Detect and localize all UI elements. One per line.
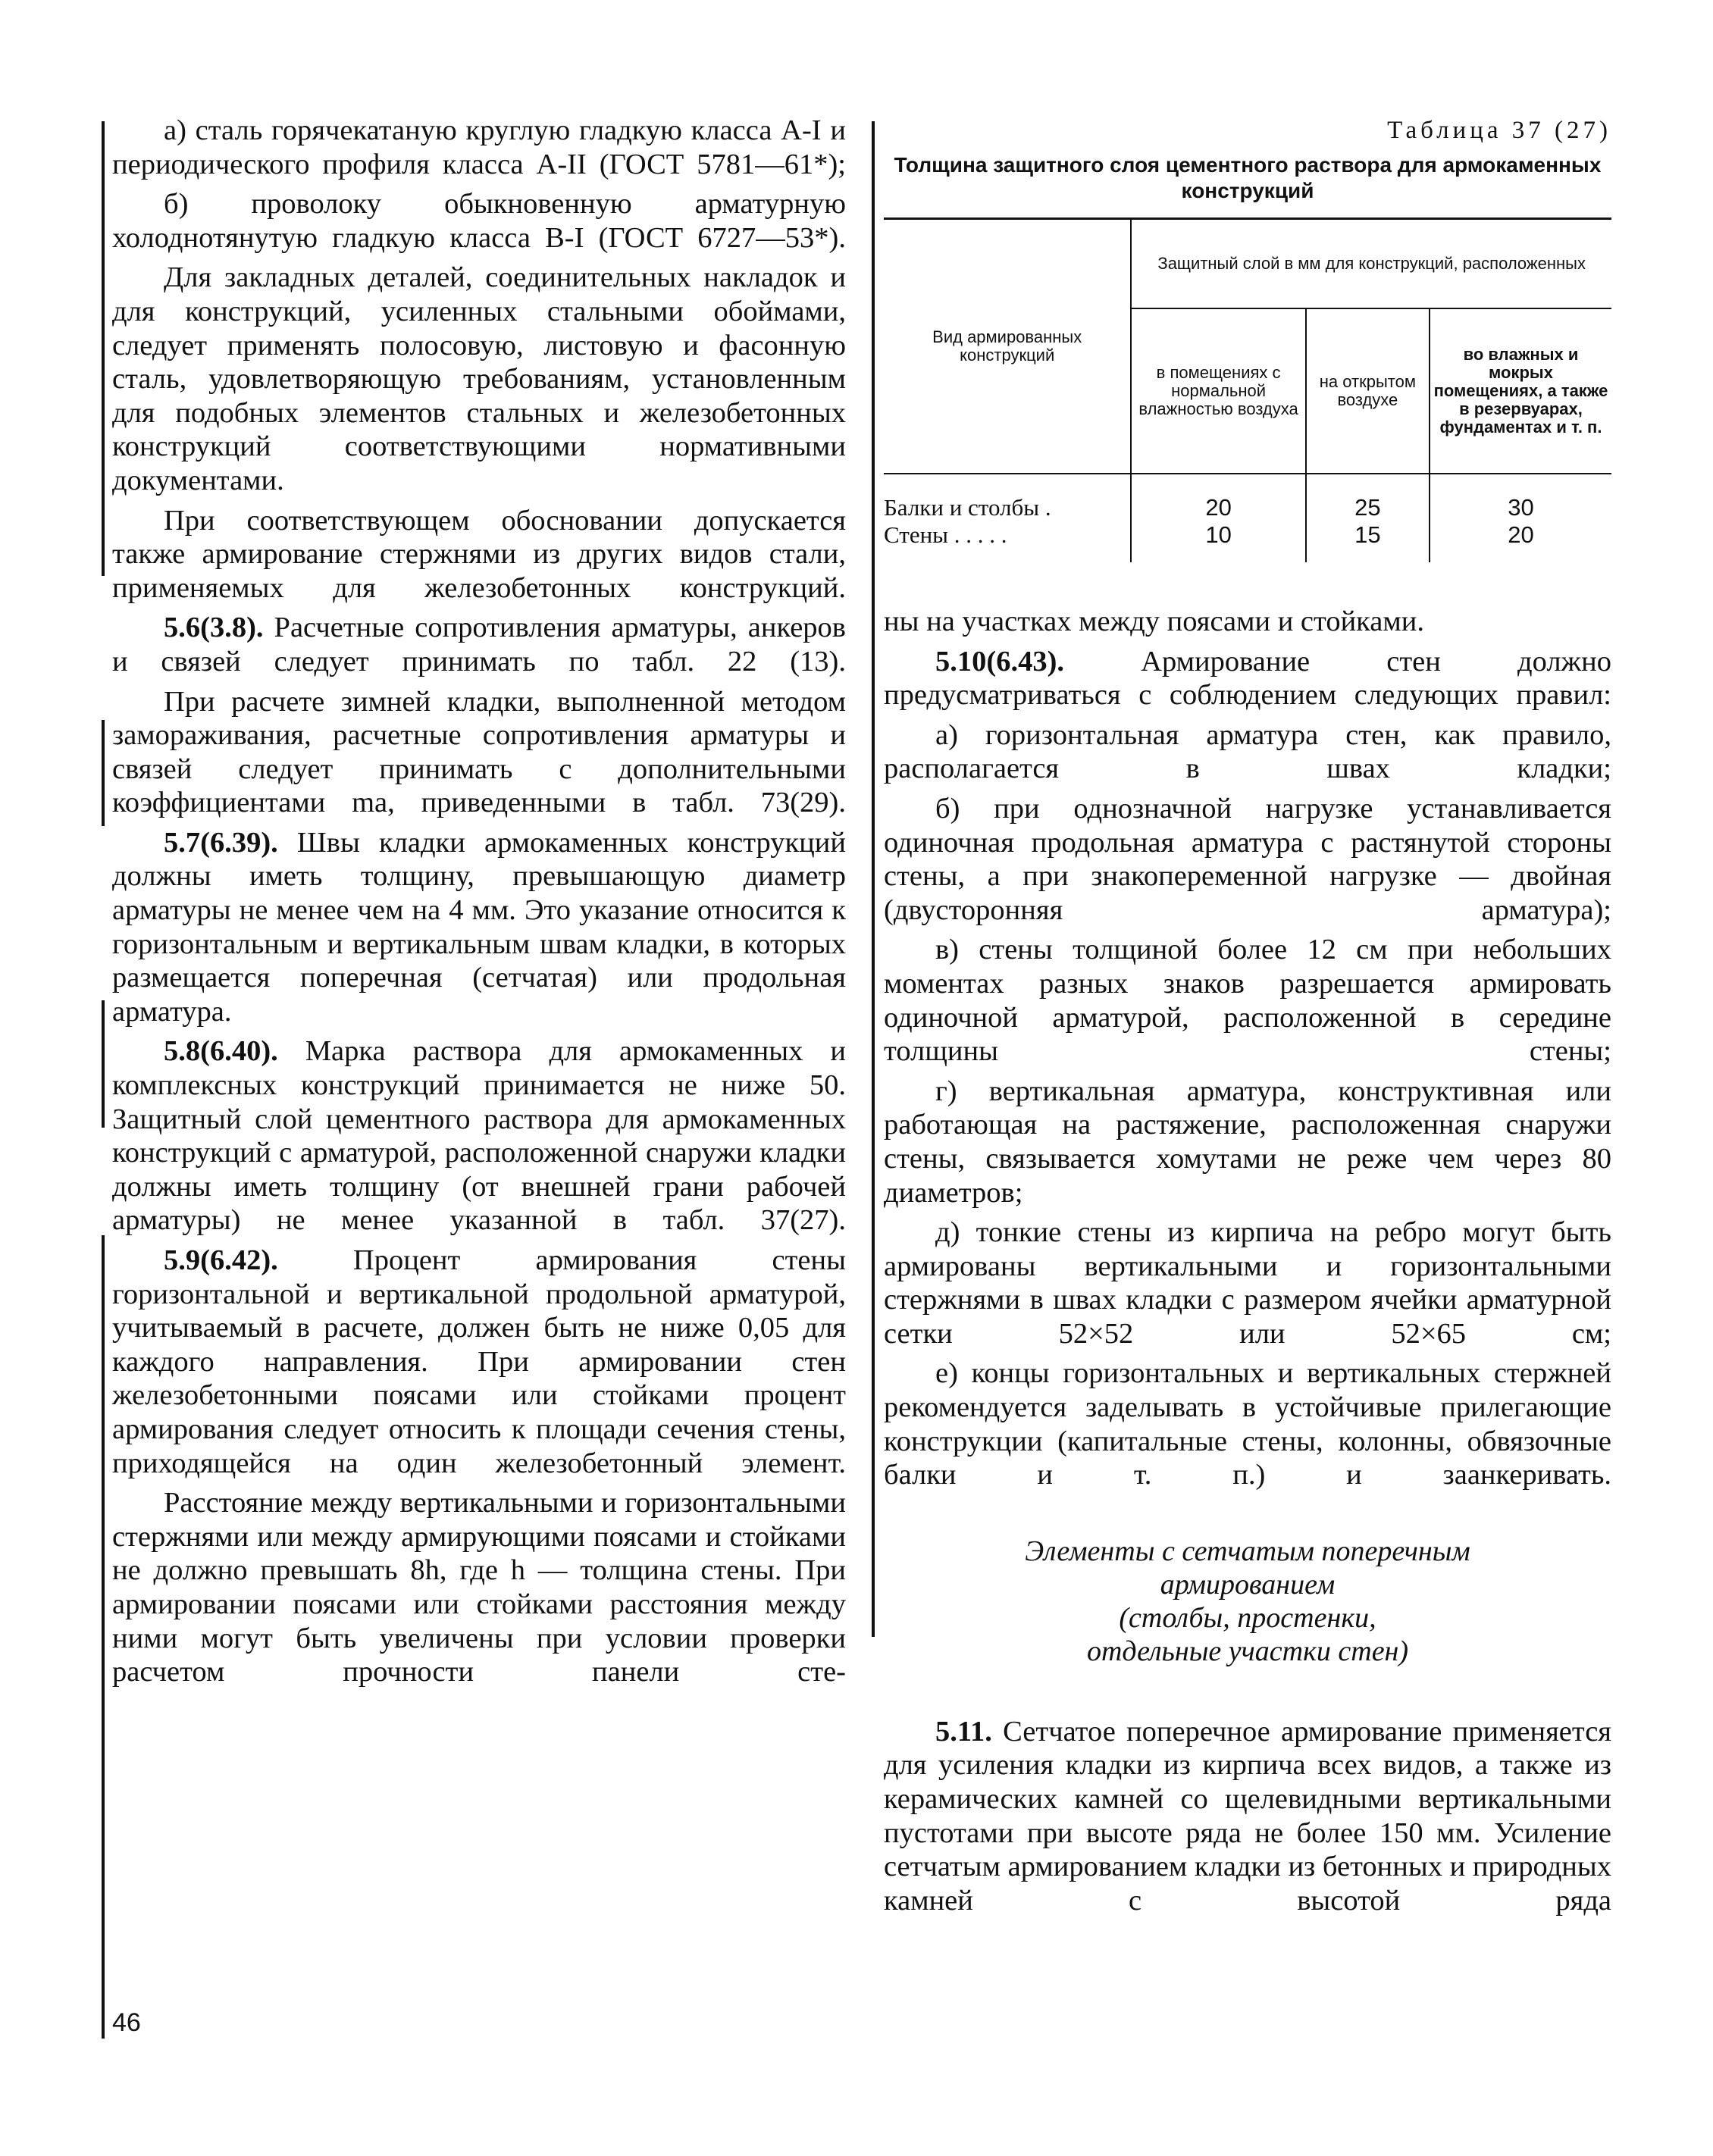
clause-text: Расчетные сопротивления арматуры, анкеров и связей следует принимать по табл. 22 (13). xyxy=(112,612,846,677)
clause-5-9 xyxy=(112,1244,846,1480)
table-number: Таблица 37 (27) xyxy=(1387,117,1611,144)
clause-5-8 xyxy=(112,1034,846,1238)
right-column xyxy=(884,114,1611,1923)
left-column xyxy=(112,114,846,1695)
clause-number: 5.7(6.39). xyxy=(164,826,278,859)
table-cell: 30 xyxy=(1508,494,1534,521)
paragraph-embedded-parts: Для закладных деталей, соединительных накладок и для конструкций, усиленных стальными обоймами, следует применять полосовую, листовую и фасонную сталь, удовлетворяющую требованиям, установленным для подобных элементов стальных и железобетонных конструкций соответствующими нормативными документами. xyxy=(112,261,846,496)
paragraph-steel-a: а) сталь горячекатаную круглую гладкую класса А-I и периодического профиля класса А-II (ГОСТ 5781—61*); xyxy=(112,114,846,180)
change-bar xyxy=(102,1235,105,2039)
table-cell: 25 xyxy=(1306,474,1430,521)
table-header-kind: Вид армированных конструкций xyxy=(884,219,1131,474)
section-heading xyxy=(884,1535,1611,1668)
clause-number: 5.9(6.42). xyxy=(164,1244,278,1276)
change-bar xyxy=(102,121,105,576)
table-row-label: Балки и столбы . xyxy=(884,474,1131,521)
rule-f: е) концы горизонтальных и вертикальных стержней рекомендуется заделывать в устойчивые прилегающие конструкции (капитальные стены, колонны, обвязочные балки и т. п.) и заанкеривать. xyxy=(884,1357,1611,1491)
rule-a: а) горизонтальная арматура стен, как правило, располагается в швах кладки; xyxy=(884,718,1611,785)
table-header-normal: в помещениях с нормальной влажностью воздуха xyxy=(1131,308,1305,474)
table-header-wet: во влажных и мокрых помещениях, а также в резервуарах, фундаментах и т. п. xyxy=(1433,345,1608,437)
section-heading-line: армированием xyxy=(1160,1568,1336,1601)
change-bar xyxy=(872,121,875,1637)
paragraph-other-steel: При соответствующем обосновании допускается также армирование стержнями из других видов стали, применяемых для железобетонных конструкций. xyxy=(112,504,846,604)
table-row-label: Стены . . . . . xyxy=(884,521,1131,562)
rule-e: д) тонкие стены из кирпича на ребро могут быть армированы вертикальными и горизонтальными стержнями в швах кладки с размером ячейки арматурной сетки 52×52 или 52×65 см; xyxy=(884,1216,1611,1350)
clause-text: Марка раствора для армокаменных и комплексных конструкций принимается не ниже 50. Защитный слой цементного раствора для армокаменных конструкций с арматурой, расположенной снаружи кладки должны иметь толщину (от внешней грани рабочей арматуры) не менее указанной в табл. 37(27). xyxy=(112,1035,846,1237)
paragraph-spacing: Расстояние между вертикальными и горизонтальными стержнями или между армирующими поясами и стойками не должно превышать 8h, где h — толщина стены. При армировании поясами или стойками расстояния между ними могут быть увеличены при условии проверки расчетом прочности панели сте- xyxy=(112,1487,846,1688)
rule-d: г) вертикальная арматура, конструктивная или работающая на растяжение, расположенная снаружи стены, связывается хомутами не реже чем через 80 диаметров; xyxy=(884,1075,1611,1209)
table-header-group: Защитный слой в мм для конструкций, расположенных xyxy=(1131,219,1611,309)
paragraph-winter-masonry: При расчете зимней кладки, выполненной методом замораживания, расчетные сопротивления арматуры и связей следует принимать с дополнительными коэффициентами mа, приведенными в табл. 73(29). xyxy=(112,685,846,819)
clause-5-6 xyxy=(112,611,846,678)
table-row xyxy=(884,521,1611,562)
rule-c: в) стены толщиной более 12 см при небольших моментах разных знаков разрешается армировать одиночной арматурой, расположенной в середине толщины стены; xyxy=(884,934,1611,1068)
paragraph-wire-b: б) проволоку обыкновенную арматурную холоднотянутую гладкую класса В-I (ГОСТ 6727—53*). xyxy=(112,188,846,254)
page-number: 46 xyxy=(112,2008,141,2037)
paragraph-continuation: ны на участках между поясами и стойками. xyxy=(884,605,1424,637)
clause-number: 5.6(3.8). xyxy=(164,612,264,644)
clause-text: Швы кладки армокаменных конструкций должны иметь толщину, превышающую диаметр арматуры не менее чем на 4 мм. Это указание относится к горизонтальным и вертикальным швам кладки, в которых размещается поперечная (сетчатая) или продольная арматура. xyxy=(112,826,846,1028)
table-row xyxy=(884,474,1611,521)
clause-5-11 xyxy=(884,1715,1611,1918)
clause-number: 5.10(6.43). xyxy=(935,645,1065,677)
rule-b: б) при однозначной нагрузке устанавливается одиночная продольная арматура с растянутой стороны стены, а при знакопеременной нагрузке — двойная (двусторонняя арматура); xyxy=(884,792,1611,926)
change-bar xyxy=(102,720,105,826)
table-cell: 10 xyxy=(1131,521,1305,562)
clause-5-10 xyxy=(884,645,1611,712)
section-heading-line: Элементы с сетчатым поперечным xyxy=(1025,1535,1470,1567)
section-heading-line: отдельные участки стен) xyxy=(1086,1635,1409,1667)
clause-number: 5.8(6.40). xyxy=(164,1035,278,1068)
protective-layer-table xyxy=(884,217,1611,562)
table-cell: 20 xyxy=(1131,474,1305,521)
change-bar xyxy=(102,1000,105,1128)
clause-5-7 xyxy=(112,826,846,1029)
table-title: Толщина защитного слоя цементного раствора для армокаменных конструкций xyxy=(894,153,1602,202)
table-cell: 20 xyxy=(1508,521,1534,548)
clause-text: Процент армирования стены горизонтальной и вертикальной продольной арматурой, учитываемый в расчете, должен быть не ниже 0,05 для каждого направления. При армировании стен железобетонными поясами или стойками процент армирования следует относить к площади сечения стены, приходящейся на один железобетонный элемент. xyxy=(112,1244,846,1479)
clause-number: 5.11. xyxy=(935,1715,992,1748)
table-cell: 15 xyxy=(1306,521,1430,562)
clause-text: Сетчатое поперечное армирование применяется для усиления кладки из кирпича всех видов, а также из керамических камней со щелевидными вертикальными пустотами при высоте ряда не более 150 мм. Усиление сетчатым армированием кладки из бетонных и природных камней с высотой ряда xyxy=(884,1715,1611,1917)
section-heading-line: (столбы, простенки, xyxy=(1119,1601,1376,1634)
table-header-outdoor: на открытом воздухе xyxy=(1306,308,1430,474)
clause-text: Армирование стен должно предусматриваться с соблюдением следующих правил: xyxy=(884,645,1611,712)
